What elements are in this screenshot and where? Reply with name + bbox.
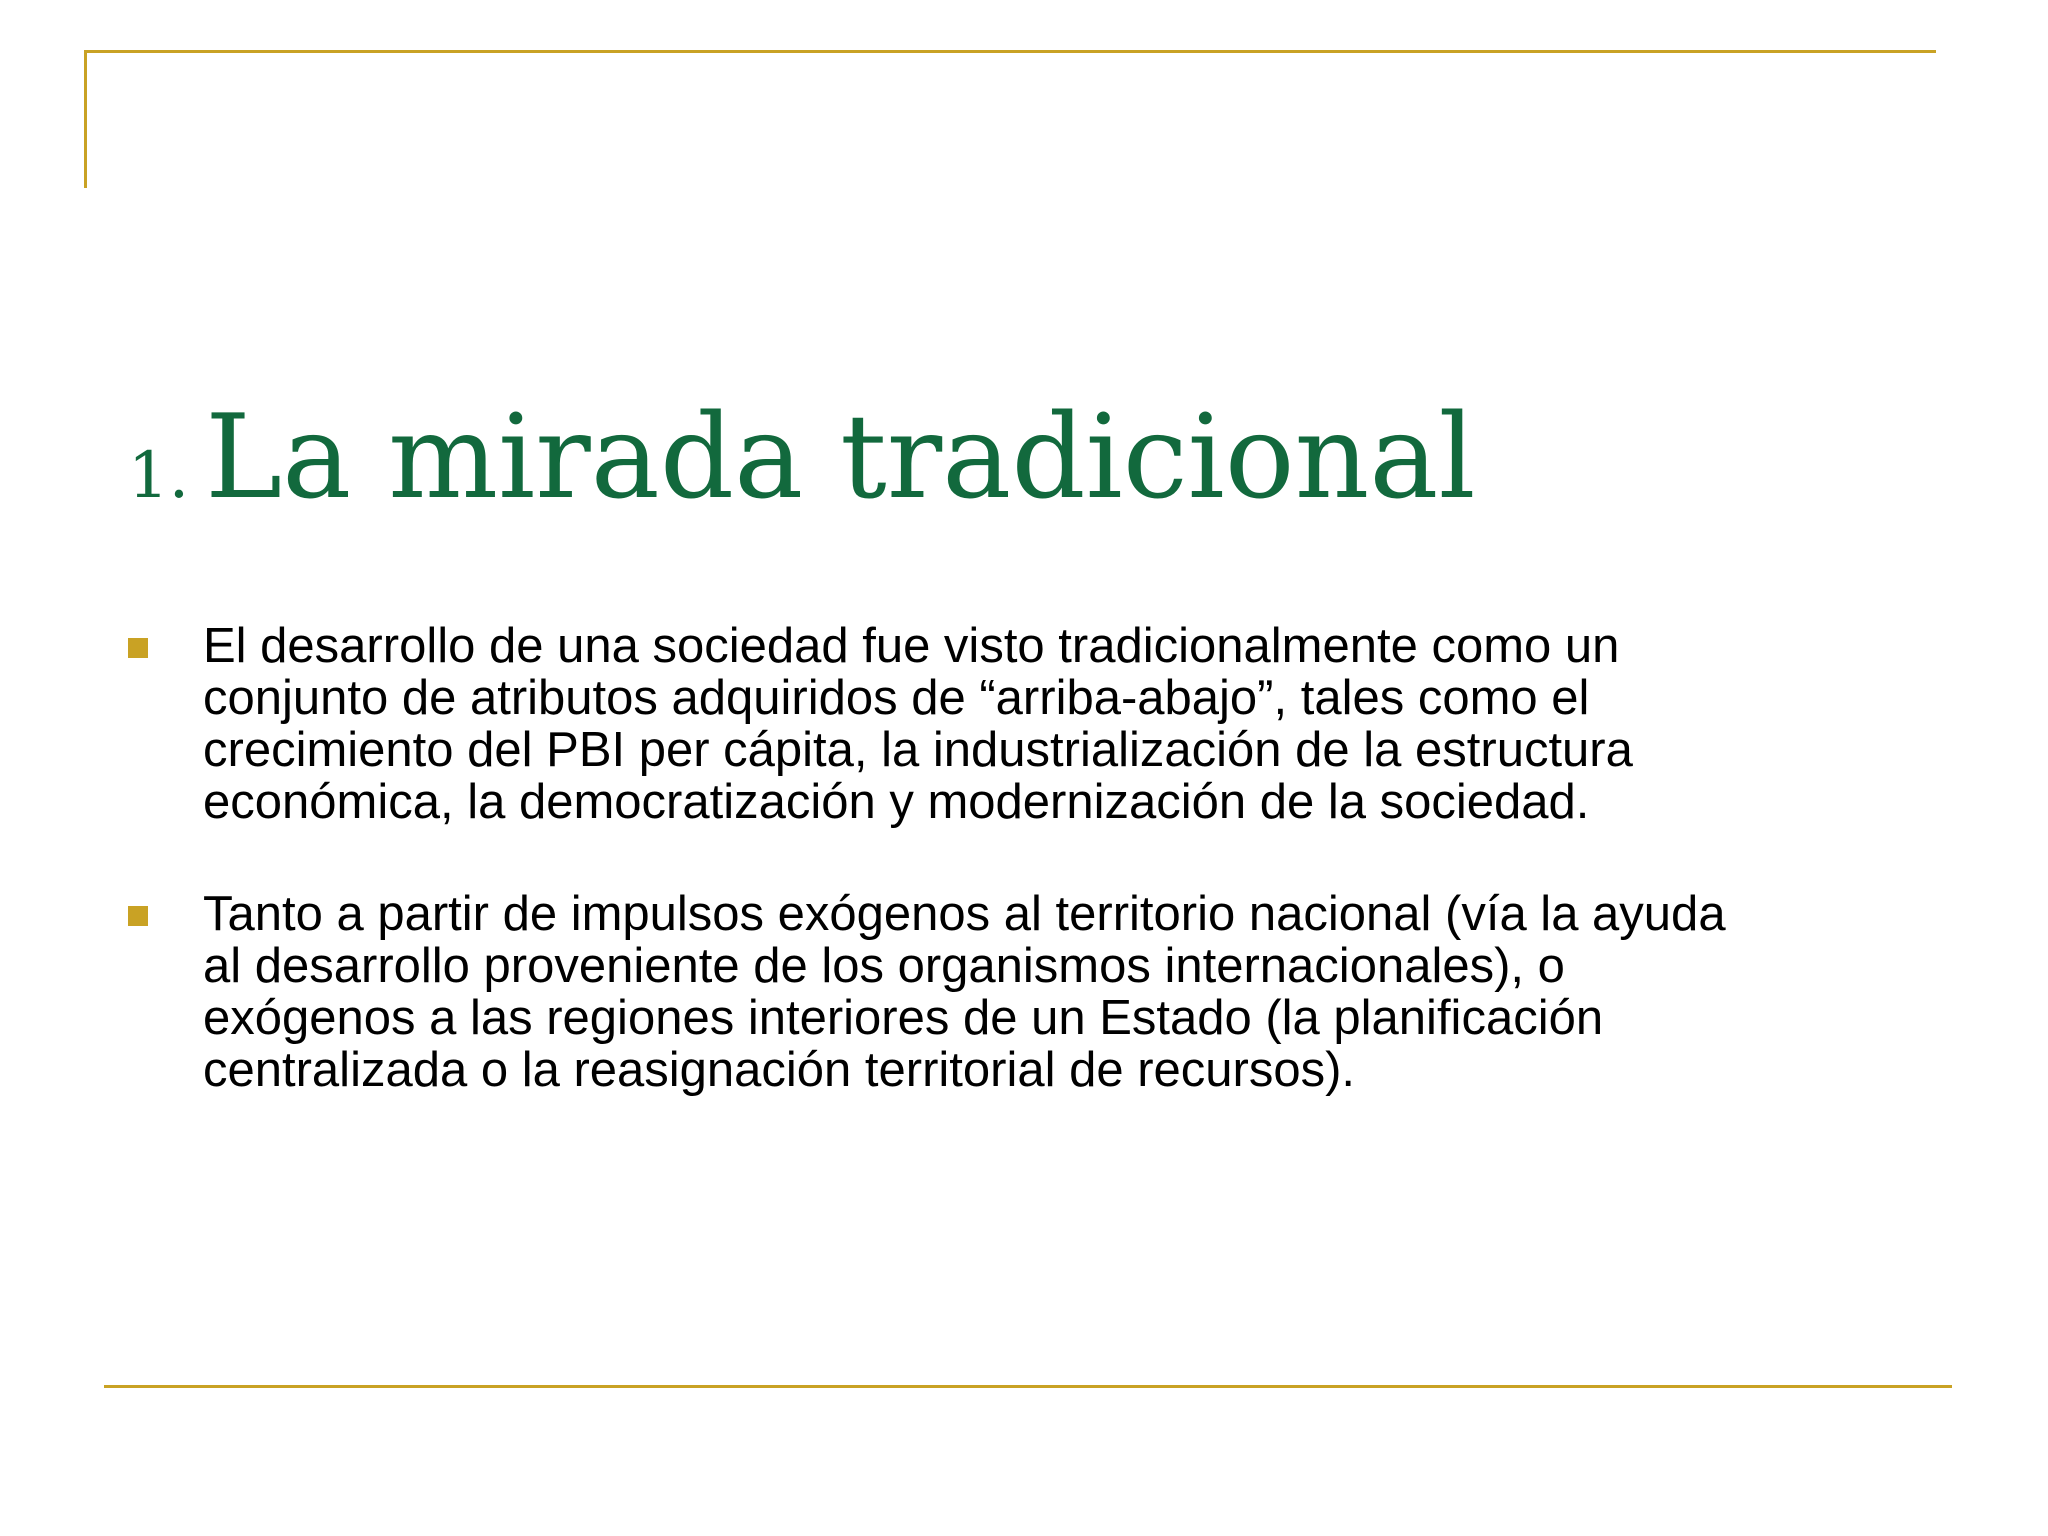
square-bullet-icon xyxy=(128,638,148,658)
bullet-line: Tanto a partir de impulsos exógenos al territorio nacional (vía la ayuda xyxy=(203,887,1726,941)
bullet-line: El desarrollo de una sociedad fue visto tradicionalmente como un xyxy=(203,619,1620,673)
frame-left-line xyxy=(84,50,87,188)
bullet-list xyxy=(128,620,1928,1156)
bullet-line: crecimiento del PBI per cápita, la industrialización de la estructura xyxy=(203,723,1633,777)
slide-title xyxy=(128,390,1476,525)
title-text: La mirada tradicional xyxy=(205,390,1476,525)
frame-top-line xyxy=(84,50,1936,53)
square-bullet-icon xyxy=(128,906,148,926)
bullet-line: exógenos a las regiones interiores de un Estado (la planificación xyxy=(203,991,1604,1045)
bullet-line: centralizada o la reasignación territorial de recursos). xyxy=(203,1043,1356,1097)
bullet-line: al desarrollo proveniente de los organismos internacionales), o xyxy=(203,939,1565,993)
frame-bottom-line xyxy=(104,1385,1952,1388)
title-number: 1. xyxy=(128,439,190,513)
bullet-line: económica, la democratización y modernización de la sociedad. xyxy=(203,775,1590,829)
bullet-item xyxy=(128,620,1928,828)
bullet-item xyxy=(128,888,1928,1096)
bullet-line: conjunto de atributos adquiridos de “arriba-abajo”, tales como el xyxy=(203,671,1590,725)
